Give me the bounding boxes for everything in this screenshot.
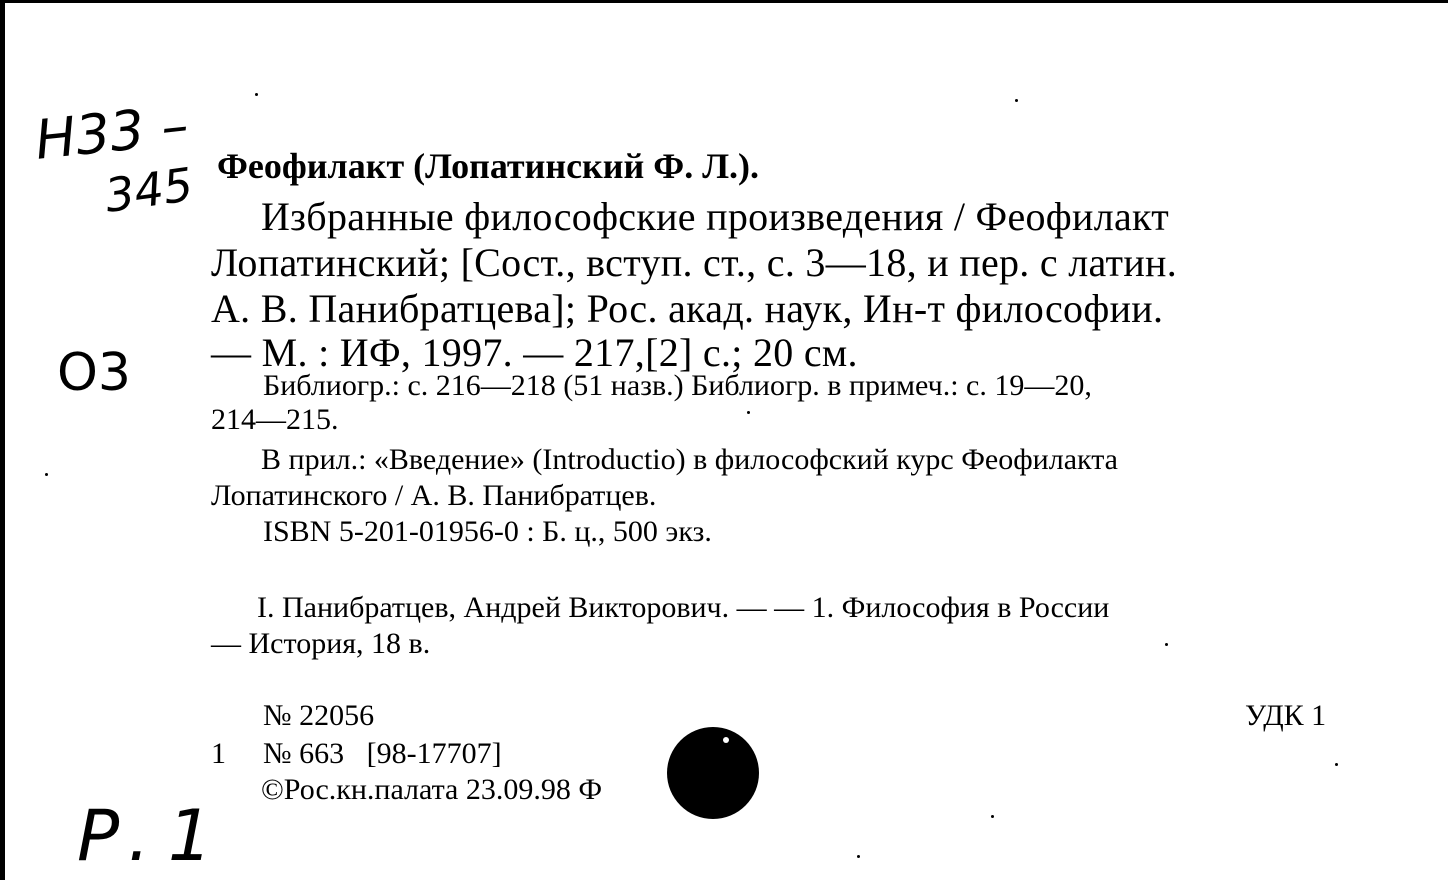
title-line-2: Лопатинский; [Сост., вступ. ст., с. 3—18, и пер. с латин.	[211, 240, 1178, 285]
handwritten-code-top: Н33 –	[32, 93, 192, 172]
scan-speck	[255, 93, 258, 96]
register-number: № 663 [98-17707]	[263, 737, 502, 770]
tracing-line-2: — История, 18 в.	[211, 627, 431, 660]
scan-speck	[1335, 763, 1338, 766]
scan-speck	[747, 411, 750, 414]
note-appendix: В прил.: «Введение» (Introductio) в философский курс Феофилакта	[261, 443, 1118, 476]
scan-speck	[991, 815, 994, 818]
title-line-1: Избранные философские произведения / Феофилакт	[261, 194, 1170, 239]
scan-speck	[1015, 99, 1018, 102]
handwritten-code-bottom: 345	[101, 157, 197, 223]
title-line-3: А. В. Панибратцева]; Рос. акад. наук, Ин-т философии.	[211, 286, 1164, 331]
scan-speck	[857, 855, 860, 858]
note-bibliography-cont: 214—215.	[211, 403, 339, 436]
isbn-line: ISBN 5-201-01956-0 : Б. ц., 500 экз.	[263, 515, 712, 548]
handwritten-mark-bottom: P.1	[77, 795, 231, 877]
left-digit: 1	[211, 737, 226, 770]
ink-stamp-blot	[667, 727, 759, 819]
scan-speck	[1165, 643, 1168, 646]
note-bibliography: Библиогр.: с. 216—218 (51 назв.) Библиогр. в примеч.: с. 19—20,	[263, 369, 1092, 402]
udk-code: УДК 1	[1245, 699, 1327, 732]
tracing-line-1: I. Панибратцев, Андрей Викторович. — — 1. Философия в России	[257, 591, 1110, 624]
scan-speck	[45, 473, 48, 476]
handwritten-mark-o3: О3	[57, 343, 132, 403]
book-chamber-line: ©Рос.кн.палата 23.09.98 Ф	[261, 773, 603, 806]
entry-heading: Феофилакт (Лопатинский Ф. Л.).	[217, 146, 760, 186]
card-number: № 22056	[263, 699, 375, 732]
title-line-4: — М. : ИФ, 1997. — 217,[2] с.; 20 см.	[211, 330, 858, 375]
note-appendix-cont: Лопатинского / А. В. Панибратцев.	[211, 479, 657, 512]
